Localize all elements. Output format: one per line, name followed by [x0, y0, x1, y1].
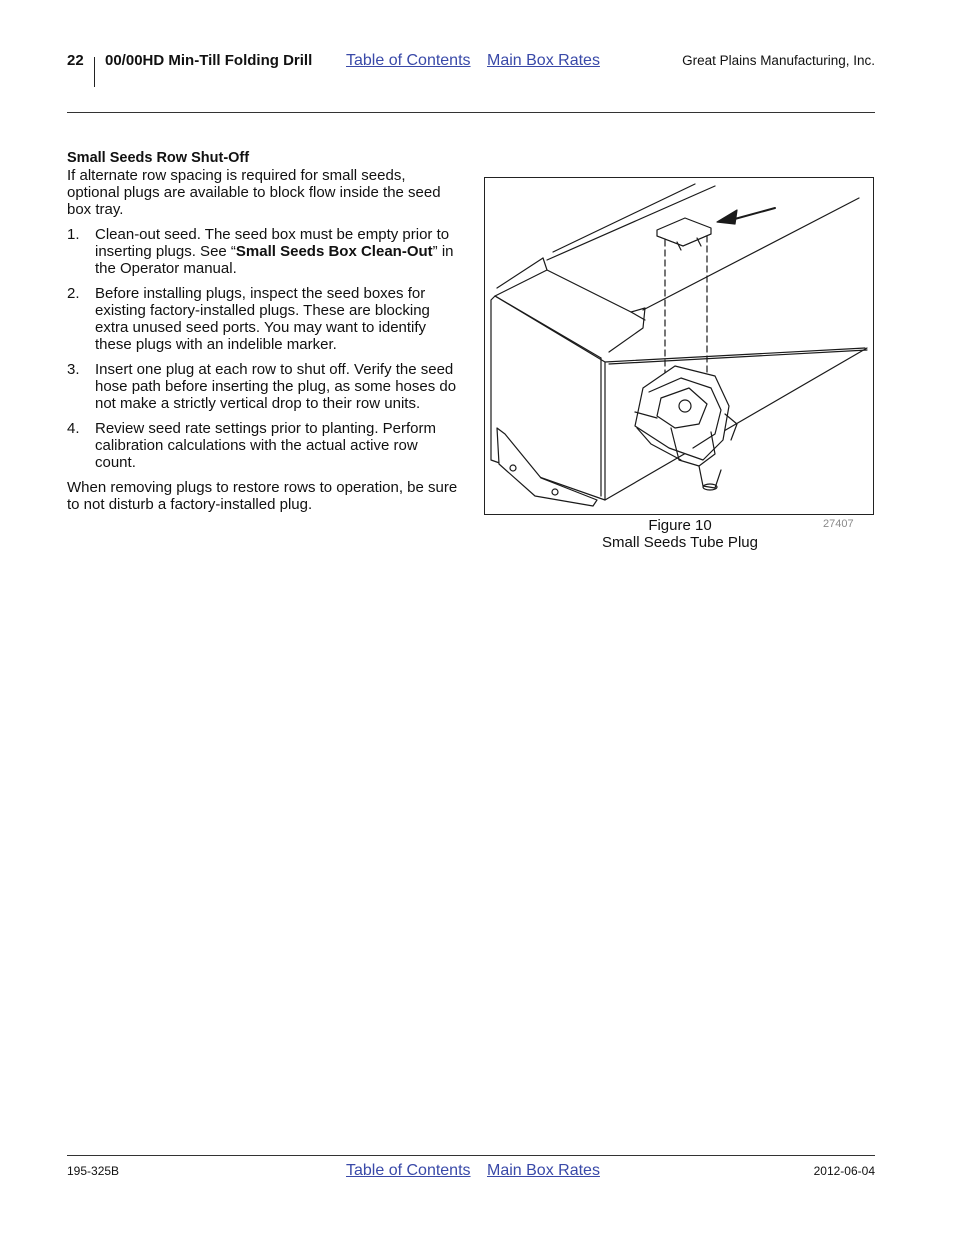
list-item [67, 420, 459, 471]
footer-toc-link[interactable]: Table of Contents [346, 1162, 471, 1179]
document-title: 00/00HD Min-Till Folding Drill [105, 52, 313, 69]
header-rule [67, 112, 875, 113]
document-number: 195-325B [67, 1164, 120, 1178]
section-body [67, 149, 459, 513]
step-text: Insert one plug at each row to shut off. Verify the seed hose path before inserting the plug, as some hoses do not make a strictly vertical drop to their row units. [95, 361, 457, 412]
list-item [67, 361, 459, 412]
list-item [67, 226, 459, 277]
page-number: 22 [67, 52, 84, 69]
step-number: 3. [67, 361, 80, 378]
step-number: 1. [67, 226, 80, 243]
revision-date: 2012-06-04 [813, 1164, 875, 1178]
steps-list [67, 226, 459, 471]
step-text: Clean-out seed. The seed box must be empty prior to inserting plugs. See “ [95, 226, 450, 260]
figure-id: 27407 [823, 518, 854, 530]
header-divider [94, 57, 95, 87]
step-reference: Small Seeds Box Clean-Out [235, 243, 433, 260]
list-item [67, 285, 459, 353]
seed-box-illustration [485, 178, 873, 514]
company-name: Great Plains Manufacturing, Inc. [682, 53, 875, 68]
figure-title: Small Seeds Tube Plug [602, 534, 758, 551]
step-number: 2. [67, 285, 80, 302]
step-number: 4. [67, 420, 80, 437]
header-main-box-rates-link[interactable]: Main Box Rates [487, 52, 600, 69]
header-toc-link[interactable]: Table of Contents [346, 52, 471, 69]
figure-label: Figure 10 [648, 517, 712, 534]
figure-frame [484, 177, 874, 515]
step-text: Before installing plugs, inspect the seed boxes for existing factory-installed plugs. These are blocking extra unused seed ports. You may want to identify these plugs with an indelible marker. [95, 285, 430, 353]
footer-rule [67, 1155, 875, 1156]
step-text: Review seed rate settings prior to planting. Perform calibration calculations with the actual active row count. [95, 420, 436, 471]
footer-main-box-rates-link[interactable]: Main Box Rates [487, 1162, 600, 1179]
step-text-end: ” in the Operator manual. [95, 243, 454, 277]
section-closing: When removing plugs to restore rows to operation, be sure to not disturb a factory-installed plug. [67, 479, 458, 513]
section-intro: If alternate row spacing is required for small seeds, optional plugs are available to block flow inside the seed box tray. [67, 167, 441, 218]
section-heading: Small Seeds Row Shut-Off [67, 150, 250, 166]
figure-caption [560, 517, 800, 551]
